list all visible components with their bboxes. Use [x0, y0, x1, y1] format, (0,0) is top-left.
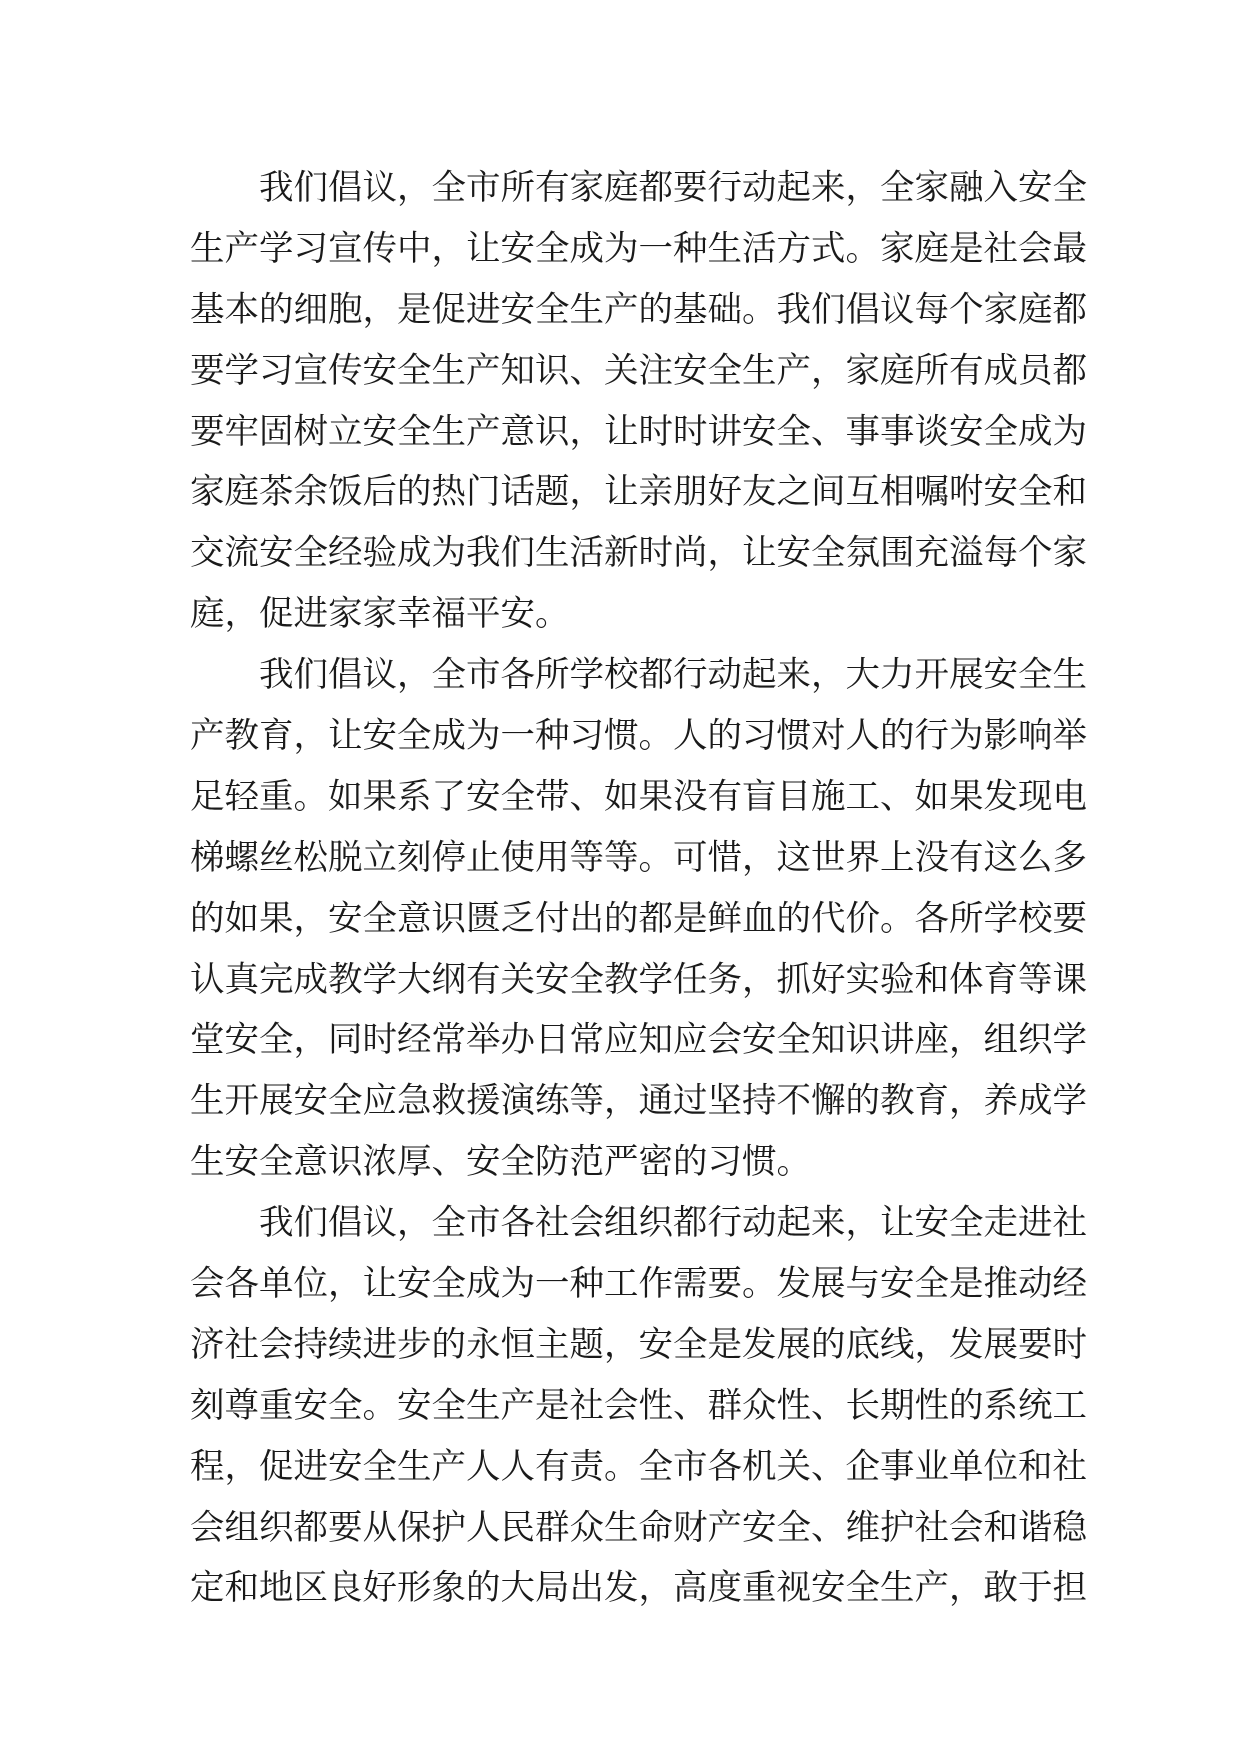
- paragraph-line: 家庭茶余饭后的热门话题，让亲朋好友之间互相嘱咐安全和: [190, 472, 1087, 513]
- paragraph-organizations: [190, 1193, 1087, 1619]
- paragraph-line: 济社会持续进步的永恒主题，安全是发展的底线，发展要时: [190, 1324, 1087, 1365]
- paragraph-line: 梯螺丝松脱立刻停止使用等等。可惜，这世界上没有这么多: [190, 837, 1087, 878]
- paragraph-schools: [190, 645, 1087, 1193]
- paragraph-line: 程，促进安全生产人人有责。全市各机关、企事业单位和社: [190, 1446, 1087, 1487]
- paragraph-line: 生开展安全应急救援演练等，通过坚持不懈的教育，养成学: [190, 1081, 1087, 1122]
- paragraph-line: 我们倡议，全市所有家庭都要行动起来，全家融入安全: [259, 168, 1087, 208]
- paragraph-line: 要牢固树立安全生产意识，让时时讲安全、事事谈安全成为: [190, 411, 1087, 452]
- paragraph-line: 堂安全，同时经常举办日常应知应会安全知识讲座，组织学: [190, 1020, 1087, 1061]
- paragraph-line: 产教育，让安全成为一种习惯。人的习惯对人的行为影响举: [190, 716, 1087, 757]
- paragraph-line: 基本的细胞，是促进安全生产的基础。我们倡议每个家庭都: [190, 289, 1087, 330]
- paragraph-line: 庭，促进家家幸福平安。: [190, 594, 570, 635]
- paragraph-line: 会各单位，让安全成为一种工作需要。发展与安全是推动经: [190, 1264, 1087, 1305]
- paragraph-line: 生产学习宣传中，让安全成为一种生活方式。家庭是社会最: [190, 228, 1087, 269]
- paragraph-line: 生安全意识浓厚、安全防范严密的习惯。: [190, 1142, 811, 1183]
- paragraph-line: 认真完成教学大纲有关安全教学任务，抓好实验和体育等课: [190, 959, 1087, 1000]
- paragraph-line: 的如果，安全意识匮乏付出的都是鲜血的代价。各所学校要: [190, 898, 1087, 939]
- paragraph-line: 会组织都要从保护人民群众生命财产安全、维护社会和谐稳: [190, 1507, 1087, 1548]
- paragraph-line: 我们倡议，全市各社会组织都行动起来，让安全走进社: [259, 1203, 1087, 1244]
- paragraph-line: 刻尊重安全。安全生产是社会性、群众性、长期性的系统工: [190, 1385, 1087, 1426]
- paragraph-line: 足轻重。如果系了安全带、如果没有盲目施工、如果发现电: [190, 776, 1087, 817]
- paragraph-families: [190, 158, 1087, 645]
- paragraph-line: 要学习宣传安全生产知识、关注安全生产，家庭所有成员都: [190, 350, 1087, 391]
- paragraph-line: 定和地区良好形象的大局出发，高度重视安全生产，敢于担: [190, 1568, 1087, 1609]
- document-body: [190, 158, 1087, 1619]
- paragraph-line: 交流安全经验成为我们生活新时尚，让安全氛围充溢每个家: [190, 533, 1087, 574]
- paragraph-line: 我们倡议，全市各所学校都行动起来，大力开展安全生: [259, 655, 1087, 696]
